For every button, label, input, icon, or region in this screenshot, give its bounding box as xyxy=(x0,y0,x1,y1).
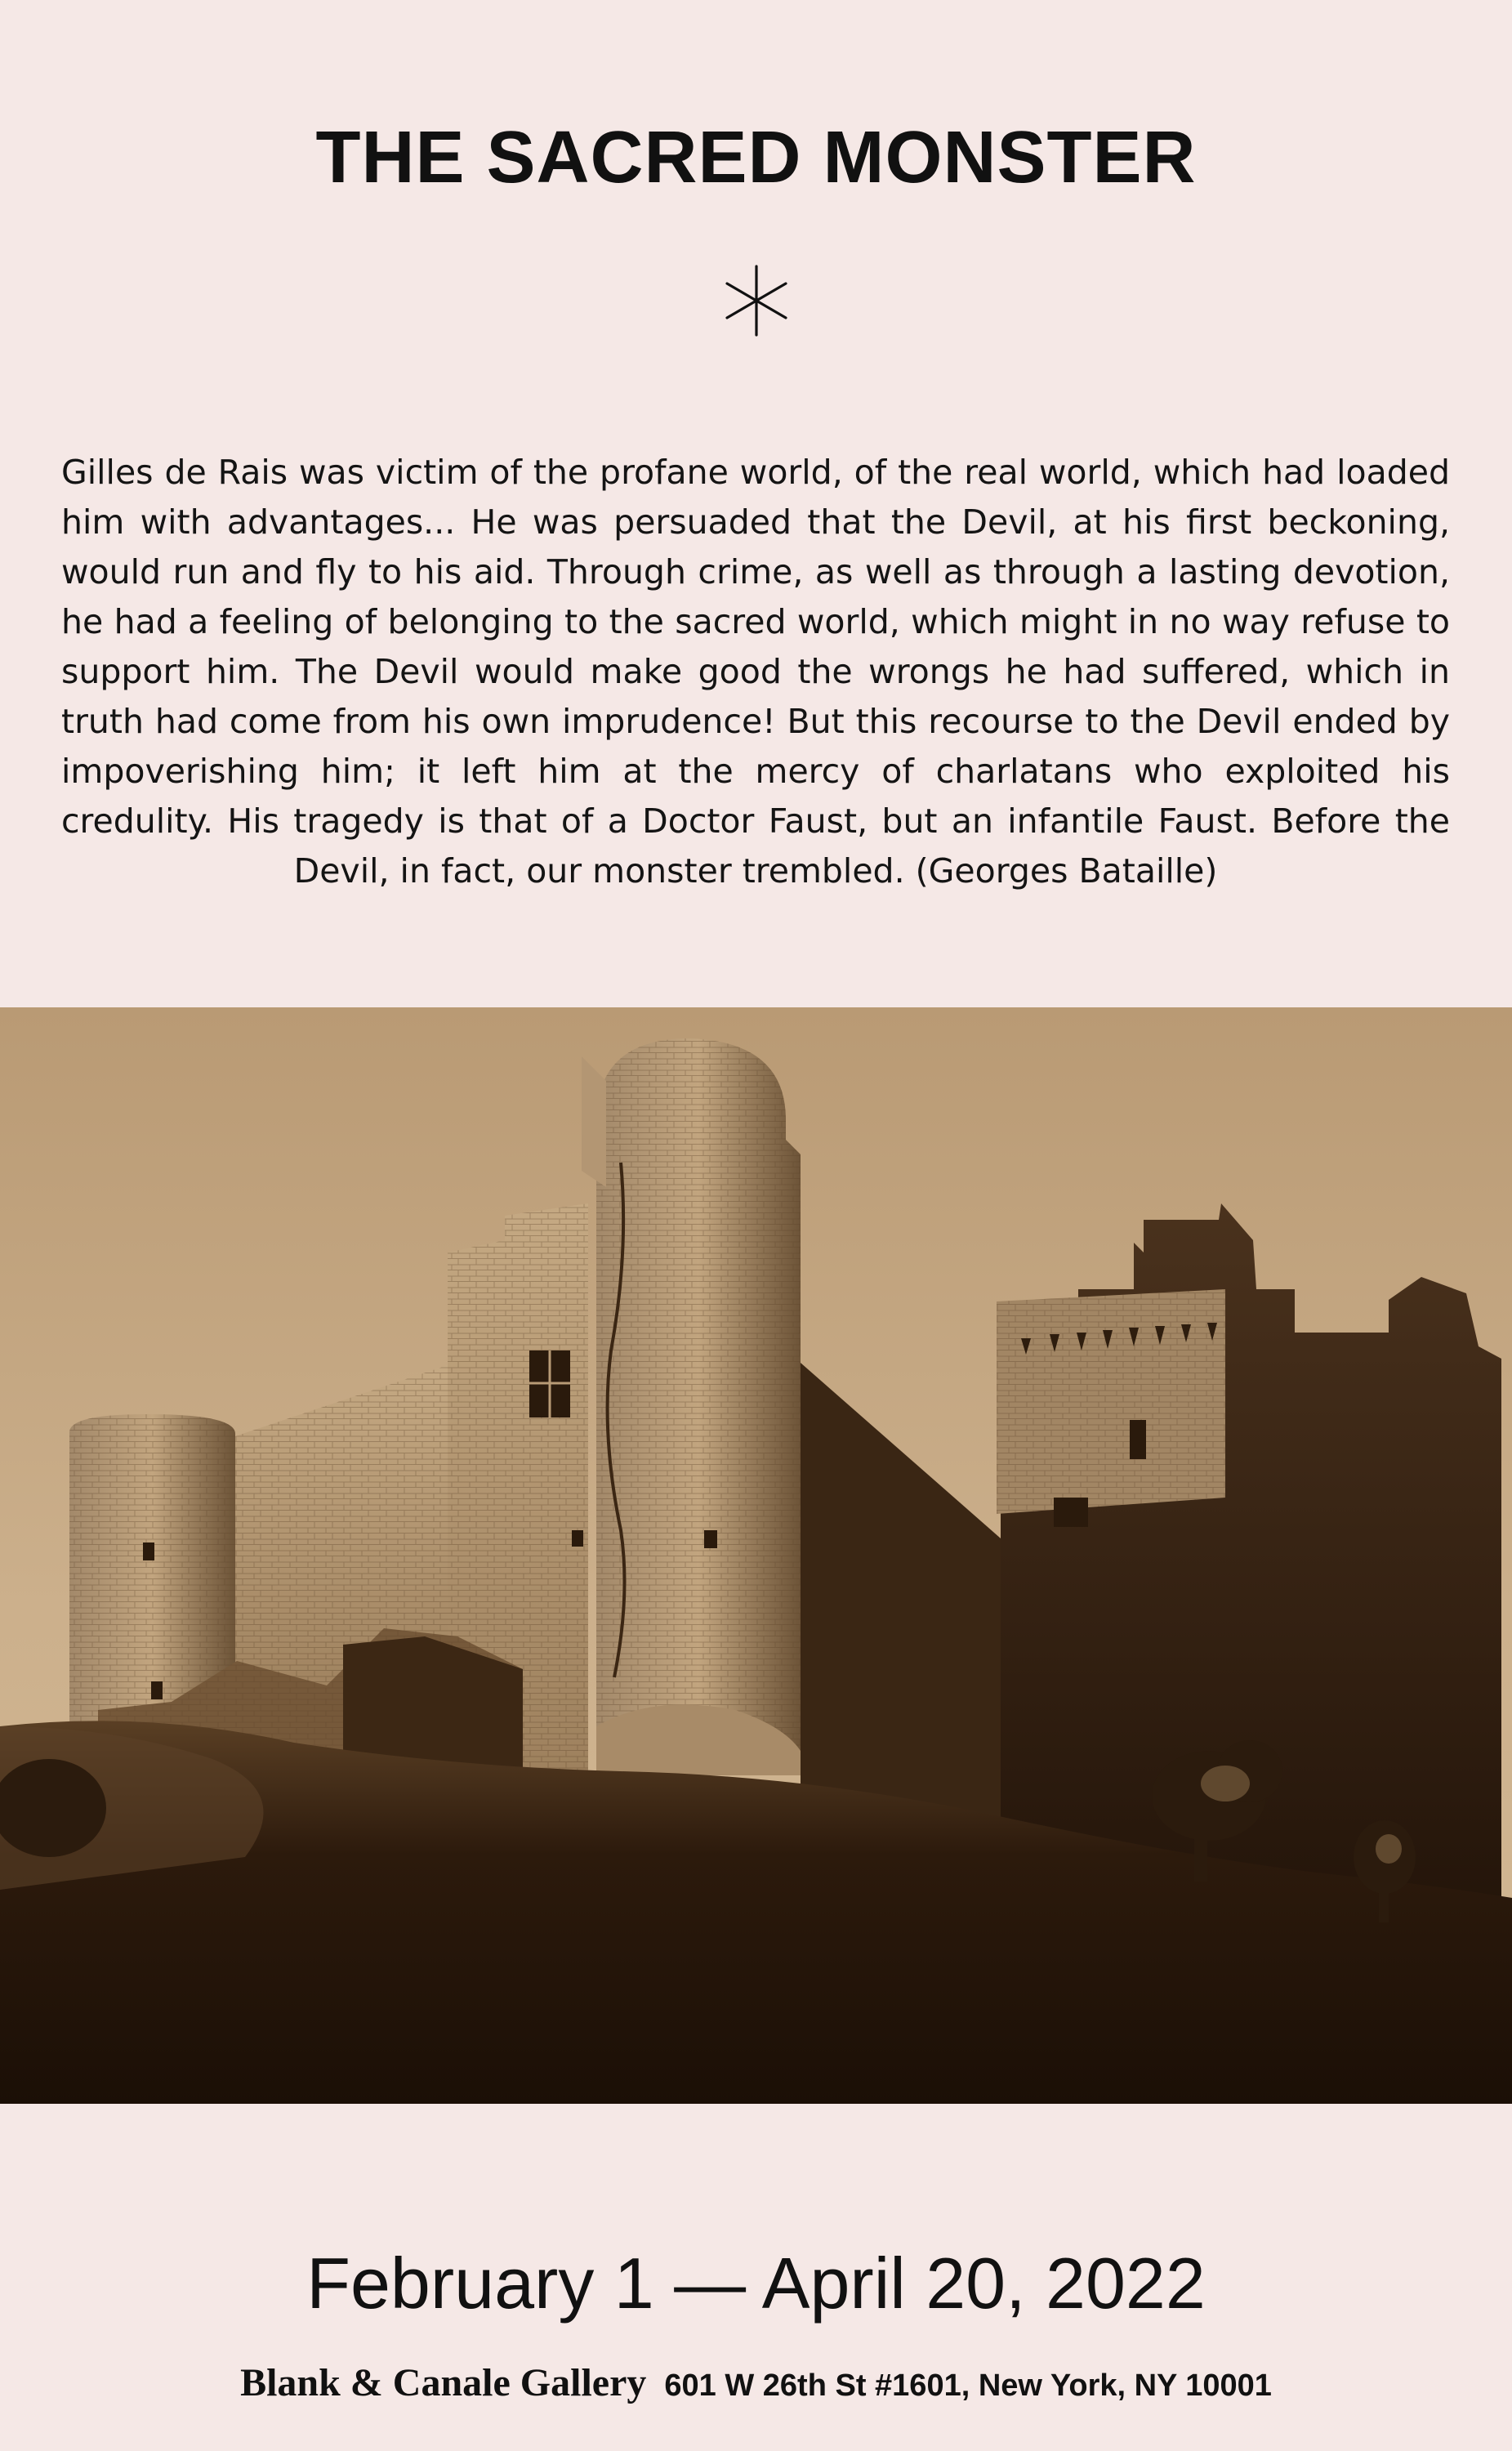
venue-line xyxy=(0,2361,1512,2404)
gallery-address: 601 W 26th St #1601, New York, NY 10001 xyxy=(664,2368,1272,2403)
asterism-icon xyxy=(719,263,794,338)
gallery-name: Blank & Canale Gallery xyxy=(240,2361,647,2404)
castle-photograph xyxy=(0,1007,1512,2104)
poster-title: THE SACRED MONSTER xyxy=(315,117,1197,199)
bataille-quote: Gilles de Rais was victim of the profane world, of the real world, which had loaded him with advantages... He was persuaded that the Devil, at his first beckoning, would run and fly to his aid. Through crime, as well as through a lasting devotion, he had a feeling of belonging to the sacred world, which might in no way refuse to support him. The Devil would make good the wrongs he had suffered, which in truth had come from his own imprudence! But this recourse to the Devil ended by impoverishing him; it left him at the mercy of charlatans who exploited his credulity. His tragedy is that of a Doctor Faust, but an infantile Faust. Before the Devil, in fact, our monster trembled. (Georges Bataille) xyxy=(61,453,1450,891)
exhibition-dates: February 1 — April 20, 2022 xyxy=(306,2243,1206,2324)
